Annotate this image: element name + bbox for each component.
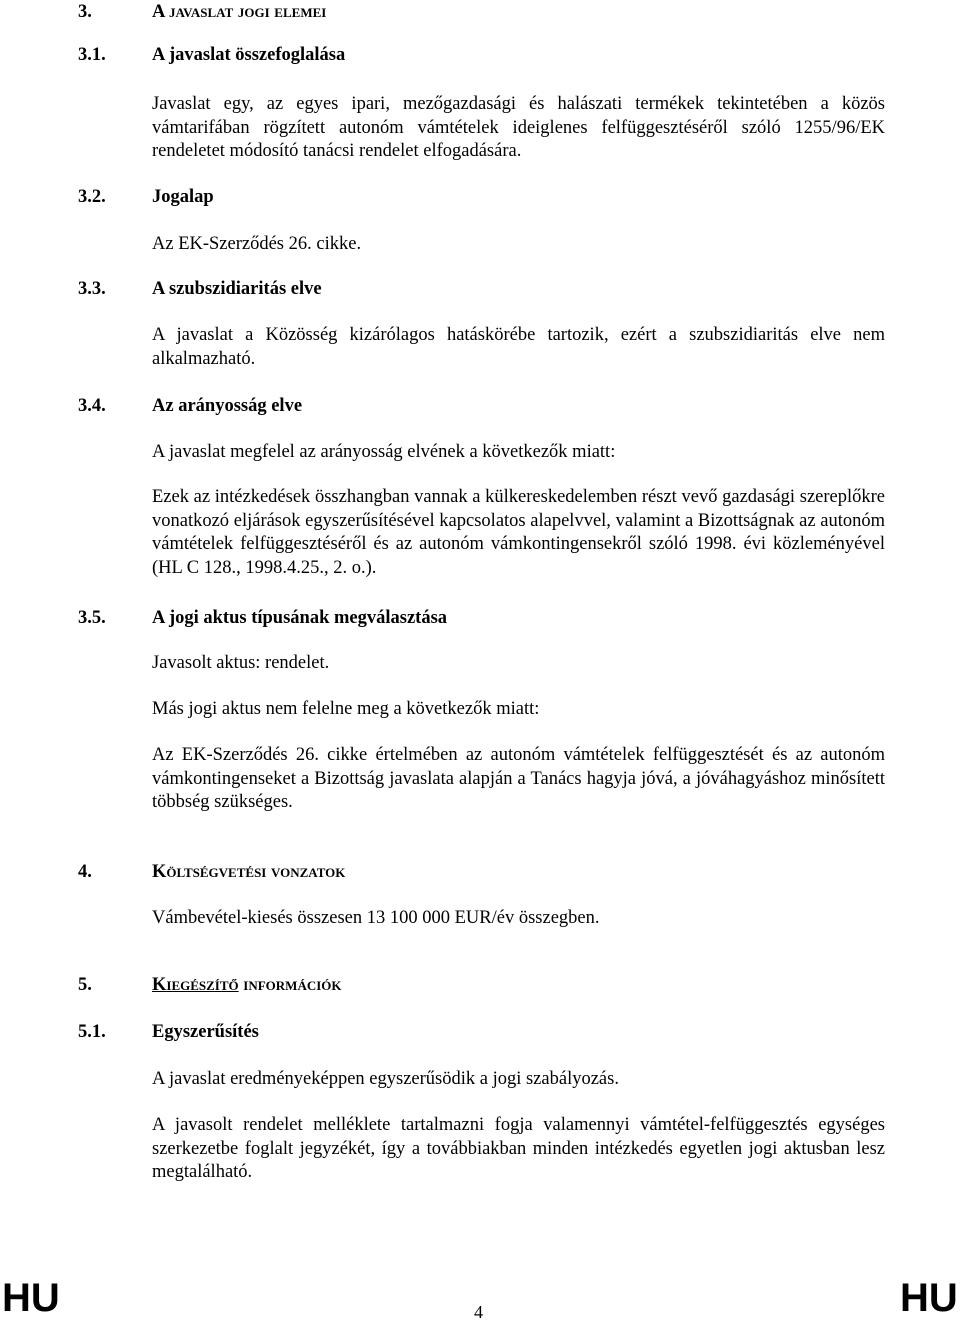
section-5-title-part-1: Kiegészítő bbox=[152, 975, 239, 995]
section-5-title-part-2: információk bbox=[243, 975, 342, 995]
section-3-5-title: A jogi aktus típusának megválasztása bbox=[152, 608, 448, 628]
section-3-4-number: 3.4. bbox=[78, 396, 106, 416]
section-4-text: Vámbevétel-kiesés összesen 13 100 000 EUR/év összegben. bbox=[152, 908, 600, 928]
section-3-1-number: 3.1. bbox=[78, 45, 106, 65]
section-3-3-text: A javaslat a Közösség kizárólagos hatáskörébe tartozik, ezért a szubszidiaritás elve nem alkalmazható. bbox=[152, 325, 885, 369]
section-5-1-text-1: A javaslat eredményeképpen egyszerűsödik a jogi szabályozás. bbox=[152, 1069, 619, 1089]
section-3-title: A javaslat jogi elemei bbox=[152, 2, 327, 22]
section-3-4-text-1: A javaslat megfelel az arányosság elvének a következők miatt: bbox=[152, 442, 616, 462]
section-3-5-number: 3.5. bbox=[78, 608, 106, 628]
footer-language-right: HU bbox=[900, 1276, 958, 1320]
section-3-5-text-1: Javasolt aktus: rendelet. bbox=[152, 653, 330, 673]
section-3-1-title: A javaslat összefoglalása bbox=[152, 45, 346, 65]
section-3-4-text-2: Ezek az intézkedések összhangban vannak a külkereskedelemben részt vevő gazdasági szereplőkre vonatkozó eljárások egyszerűsítésével kapcsolatos alapelvvel, valamint a Bizottságnak az autonóm vámtételek felfüggesztéséről és az autonóm vámkontingensekről szóló 1998. évi közleményével (HL C 128., 1998.4.25., 2. o.). bbox=[152, 487, 885, 578]
section-5-1-text-2: A javasolt rendelet melléklete tartalmazni fogja valamennyi vámtétel-felfüggesztés egységes szerkezetbe foglalt jegyzékét, így a továbbiakban minden intézkedés egyetlen jogi aktusban lesz megtalálható. bbox=[152, 1115, 885, 1183]
section-5-1-title: Egyszerűsítés bbox=[152, 1022, 259, 1042]
section-4-number: 4. bbox=[78, 862, 92, 882]
section-3-number: 3. bbox=[78, 2, 92, 22]
footer-language-left: HU bbox=[2, 1276, 60, 1320]
section-3-2-text: Az EK-Szerződés 26. cikke. bbox=[152, 234, 362, 254]
section-5-1-number: 5.1. bbox=[78, 1022, 106, 1042]
section-3-2-title: Jogalap bbox=[152, 187, 214, 207]
section-4-title: Költségvetési vonzatok bbox=[152, 862, 346, 882]
page-number: 4 bbox=[474, 1302, 483, 1322]
section-3-5-text-3: Az EK-Szerződés 26. cikke értelmében az autonóm vámtételek felfüggesztését és az autonóm vámkontingenseket a Bizottság javaslata alapján a Tanács hagyja jóvá, a jóváhagyáshoz minősített többség szükséges. bbox=[152, 745, 885, 813]
section-3-3-title: A szubszidiaritás elve bbox=[152, 279, 322, 299]
section-3-5-text-2: Más jogi aktus nem felelne meg a következők miatt: bbox=[152, 699, 540, 719]
section-3-3-number: 3.3. bbox=[78, 279, 106, 299]
section-3-1-text: Javaslat egy, az egyes ipari, mezőgazdasági és halászati termékek tekintetében a közös vámtarifában rögzített autonóm vámtételek ideiglenes felfüggesztéséről szóló 1255/96/EK rendeletet módosító tanácsi rendelet elfogadására. bbox=[152, 94, 885, 162]
section-5-number: 5. bbox=[78, 975, 92, 995]
section-3-2-number: 3.2. bbox=[78, 187, 106, 207]
section-3-4-title: Az arányosság elve bbox=[152, 396, 303, 416]
section-5-title bbox=[152, 975, 342, 996]
